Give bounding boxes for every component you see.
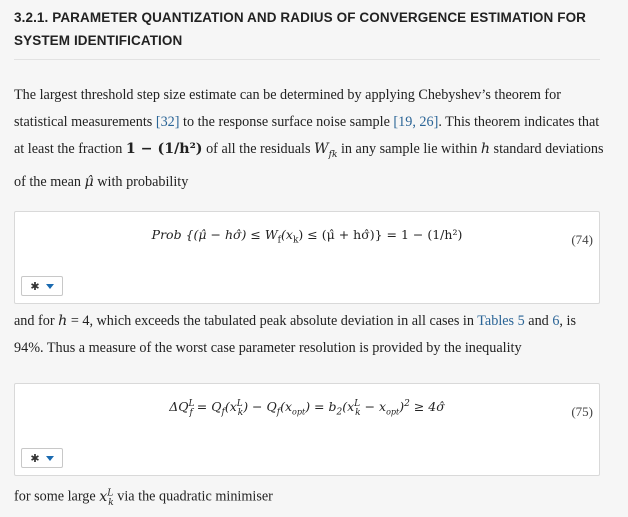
gear-icon: ✱	[30, 279, 40, 293]
section-heading: 3.2.1. PARAMETER QUANTIZATION AND RADIUS OF CONVERGENCE ESTIMATION FOR SYSTEM IDENTIFICATION	[14, 10, 587, 48]
text: for some large	[14, 488, 100, 505]
caret-down-icon	[46, 456, 54, 461]
text: The largest threshold step size estimate can be determined by applying Chebyshev’s theorem for statistical measurements	[14, 87, 561, 130]
paragraph-3	[14, 480, 604, 517]
equation-box-74	[14, 211, 600, 304]
text: via the quadratic minimiser	[113, 488, 273, 505]
math-xkL: $x^L_k$	[99, 488, 114, 508]
text: in any sample lie within	[337, 141, 481, 157]
text: . This theorem indicates that at least the fraction	[14, 114, 600, 157]
heading-divider	[14, 59, 600, 60]
equation-menu-button[interactable]	[21, 448, 63, 468]
table-link-5[interactable]: Tables 5	[477, 313, 525, 329]
equation-number: (74)	[571, 232, 593, 247]
text: standard deviations of the mean	[14, 141, 604, 190]
paragraph-2	[14, 308, 604, 362]
equation-74: Prob {(μ̂ − hσ̂) ≤ $W_f(x_k)$ ≤ (μ̂ + hσ̂)} = 1 − (1/h²)	[151, 227, 463, 246]
text: = 4, which exceeds the tabulated peak absolute deviation in all cases in	[67, 313, 478, 329]
text: and for	[14, 313, 59, 329]
caret-down-icon	[46, 284, 54, 289]
equation-menu-button[interactable]	[21, 276, 63, 296]
gear-icon: ✱	[30, 451, 40, 465]
text: and	[524, 313, 553, 329]
math-h: h	[58, 313, 68, 329]
equation-75: $\Delta Q^L_f = Q_f(x^L_k) - Q_f(x_{opt}) = b_2(x^L_k - x_{opt})^2$ ≥ 4σ̂	[169, 399, 445, 418]
text: , is 94%. Thus a measure of the worst case parameter resolution is provided by the inequality	[14, 313, 576, 356]
table-link-6[interactable]: 6	[552, 313, 560, 329]
math-residual: $W_{fk}$	[314, 141, 338, 160]
reference-link-19-26[interactable]: [19, 26]	[393, 114, 439, 130]
reference-link-32[interactable]: [32]	[155, 114, 180, 130]
text: to the response surface noise sample	[179, 114, 394, 130]
text: with probability	[93, 173, 189, 190]
math-fraction: 1 − (1/h²)	[125, 141, 203, 157]
math-mean: μ̂	[84, 173, 94, 190]
math-h: h	[480, 141, 490, 157]
text: of all the residuals	[202, 141, 315, 157]
paragraph-1	[14, 82, 604, 196]
equation-number: (75)	[571, 404, 593, 419]
equation-box-75	[14, 383, 600, 476]
